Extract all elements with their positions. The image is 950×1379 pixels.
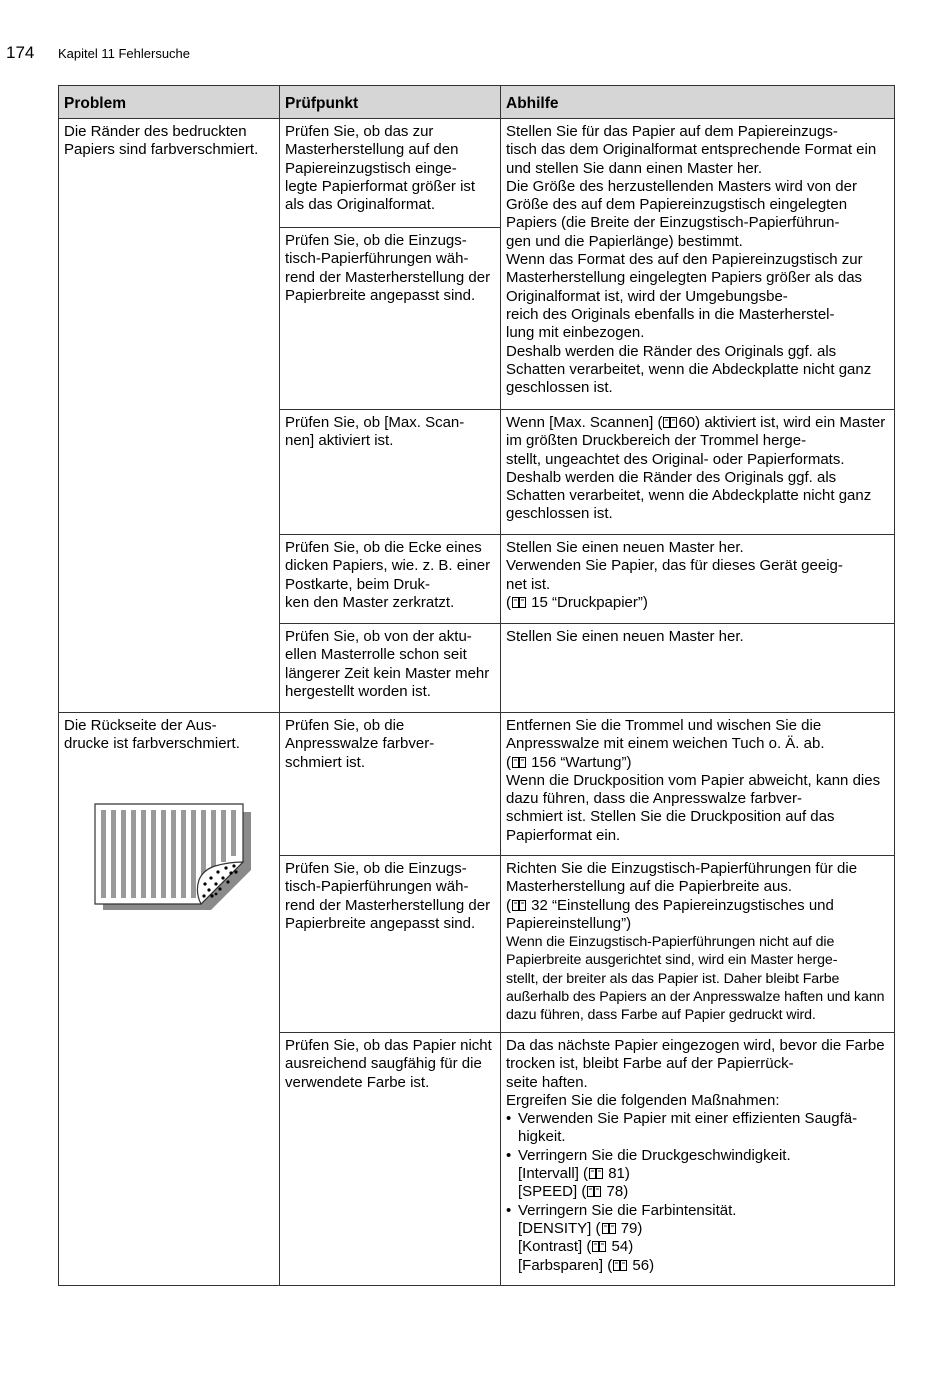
book-icon (663, 417, 677, 428)
remedy-text: Entfernen Sie die Trommel und wischen Sie die Anpresswalze mit einem weichen Tuch o. Ä. ab. (506, 717, 825, 753)
remedy-cell (501, 535, 895, 624)
remedy-cell (501, 119, 895, 410)
setting-kontrast: [Kontrast] ( 54) (518, 1238, 634, 1256)
remedy-cell (501, 713, 895, 856)
book-icon (613, 1260, 627, 1271)
chapter-title: Kapitel 11 Fehlersuche (58, 46, 191, 61)
check-text: Prüfen Sie, ob die Anpresswalze farbver- schmiert ist. (285, 717, 435, 771)
check-cell (280, 713, 501, 856)
check-text: Prüfen Sie, ob die Ecke eines dicken Papiers, wie. z. B. einer Postkarte, beim Druk- ken den Master zerkratzt. (285, 539, 491, 611)
table-row (59, 713, 895, 856)
page-ref: 60 (678, 414, 696, 431)
book-icon (512, 597, 526, 608)
check-text: Prüfen Sie, ob von der aktu- ellen Masterrolle schon seit längerer Zeit kein Master mehr hergestellt worden ist. (285, 628, 490, 700)
remedy-cell (501, 410, 895, 535)
check-text: Prüfen Sie, ob die Einzugs- tisch-Papierführungen wäh- rend der Masterherstellung der Papierbreite angepasst sind. (285, 860, 491, 932)
troubleshooting-table (58, 85, 895, 1286)
setting-farbsparen: [Farbsparen] ( 56) (518, 1256, 655, 1274)
remedy-cell (501, 624, 895, 713)
check-cell (280, 535, 501, 624)
remedy-reference: ( 32 “Einstellung des Papiereinzugstisches und Papiereinstellung”) (506, 896, 834, 932)
remedy-text: Wenn die Einzugstisch-Papierführungen nicht auf die Papierbreite ausgerichtet sind, wird ein Master herge- stellt, der breiter als das Papier ist. Daher bleibt Farbe außerhalb des Papiers an der Anpresswalze haften und kann dazu führen, dass Farbe auf Papier gedruckt wird. (506, 934, 885, 1024)
list-item: • Verringern Sie die Druckgeschwindigkeit. [Intervall] ( 81) [SPEED] ( 78) (506, 1147, 889, 1202)
list-item: • Verwenden Sie Papier mit einer effizienten Saugfä- higkeit. (506, 1110, 889, 1147)
book-icon (589, 1168, 603, 1179)
problem-cell (59, 713, 280, 1286)
page-ref: 156 “Wartung”) (531, 753, 632, 771)
measures-list (506, 1110, 889, 1275)
setting-intervall: [Intervall] ( 81) (518, 1165, 630, 1183)
check-text: Prüfen Sie, ob das zur Masterherstellung auf den Papiereinzugstisch einge- legte Papierformat größer ist als das Originalformat. (285, 123, 476, 214)
list-item: • Verringern Sie die Farbintensität. [DENSITY] ( 79) [Kontrast] ( 54) [Farbsparen] ( 56) (506, 1202, 889, 1275)
check-cell (280, 410, 501, 535)
check-text: Prüfen Sie, ob die Einzugs- tisch-Papierführungen wäh- rend der Masterherstellung der Papierbreite angepasst sind. (285, 232, 491, 304)
smeared-paper-illustration (91, 800, 251, 910)
check-text: Prüfen Sie, ob [Max. Scan- nen] aktiviert ist. (285, 414, 465, 450)
remedy-text: Stellen Sie für das Papier auf dem Papiereinzugs- tisch das dem Originalformat entsprechende Format ein und stellen Sie dann einen Master her. Die Größe des herzustellenden Masters wird von der Größe des auf dem Papiereinzugstisch eingelegten Papiers (die Breite der Einzugstisch-Papierführun- gen und die Papierlänge) bestimmt. Wenn das Format des auf den Papiereinzugstisch zur Masterherstellung eingelegten Papiers größer als das Originalformat ist, wird der Umgebungsbe- reich des Originals ebenfalls in die Masterherstel- lung mit einbezogen. Deshalb werden die Ränder des Originals ggf. als Schatten verarbeitet, wenn die Abdeckplatte nicht ganz geschlossen ist. (506, 123, 877, 397)
book-icon (512, 900, 526, 911)
check-text: Prüfen Sie, ob das Papier nicht ausreichend saugfähig für die verwendete Farbe ist. (285, 1037, 492, 1091)
page-ref: 15 “Druckpapier”) (531, 593, 648, 611)
check-cell (280, 856, 501, 1033)
book-icon (587, 1186, 601, 1197)
book-icon (592, 1241, 606, 1252)
check-cell (280, 1033, 501, 1286)
remedy-text: Richten Sie die Einzugstisch-Papierführungen für die Masterherstellung auf die Papierbreite aus. (506, 860, 858, 896)
setting-density: [DENSITY] ( 79) (518, 1219, 643, 1237)
remedy-cell (501, 1033, 895, 1286)
setting-speed: [SPEED] ( 78) (518, 1183, 629, 1201)
remedy-text (506, 414, 889, 524)
table-row (59, 119, 895, 228)
remedy-text-end: ) aktiviert ist, wird ein Master im größten Druckbereich der Trommel herge- stellt, ungeachtet des Original- oder Papierformats. Deshalb werden die Ränder des Originals ggf. als Schatten verarbeitet, wenn die Abdeckplatte nicht ganz geschlossen ist. (506, 414, 886, 523)
remedy-text: Stellen Sie einen neuen Master her. (506, 628, 744, 645)
problem-text: Die Rückseite der Aus- drucke ist farbverschmiert. (64, 717, 240, 753)
remedy-text-start: Wenn [Max. Scannen] ( (506, 414, 663, 431)
remedy-cell (501, 856, 895, 1033)
table-header-row (59, 86, 895, 119)
remedy-reference: ( 15 “Druckpapier”) (506, 593, 648, 611)
page-ref: 32 “Einstellung des Papiereinzugstisches und Papiereinstellung”) (506, 896, 834, 932)
page-number: 174 (6, 43, 35, 62)
problem-text: Die Ränder des bedruckten Papiers sind farbverschmiert. (64, 123, 259, 159)
remedy-text: Wenn die Druckposition vom Papier abweicht, kann dies dazu führen, dass die Anpresswalze farbver- schmiert ist. Stellen Sie die Druckposition auf das Papierformat ein. (506, 771, 881, 844)
problem-cell (59, 119, 280, 713)
remedy-text: Stellen Sie einen neuen Master her. Verwenden Sie Papier, das für dieses Gerät geeig- net ist. (506, 539, 843, 593)
book-icon (512, 757, 526, 768)
check-cell (280, 228, 501, 410)
column-header-check: Prüfpunkt (280, 86, 501, 119)
remedy-text: Da das nächste Papier eingezogen wird, bevor die Farbe trocken ist, bleibt Farbe auf der Papierrück- seite haften. Ergreifen Sie die folgenden Maßnahmen: (506, 1037, 885, 1109)
check-cell (280, 624, 501, 713)
remedy-reference: ( 156 “Wartung”) (506, 753, 632, 771)
book-icon (602, 1223, 616, 1234)
column-header-remedy: Abhilfe (501, 86, 895, 119)
column-header-problem: Problem (59, 86, 280, 119)
check-cell (280, 119, 501, 228)
